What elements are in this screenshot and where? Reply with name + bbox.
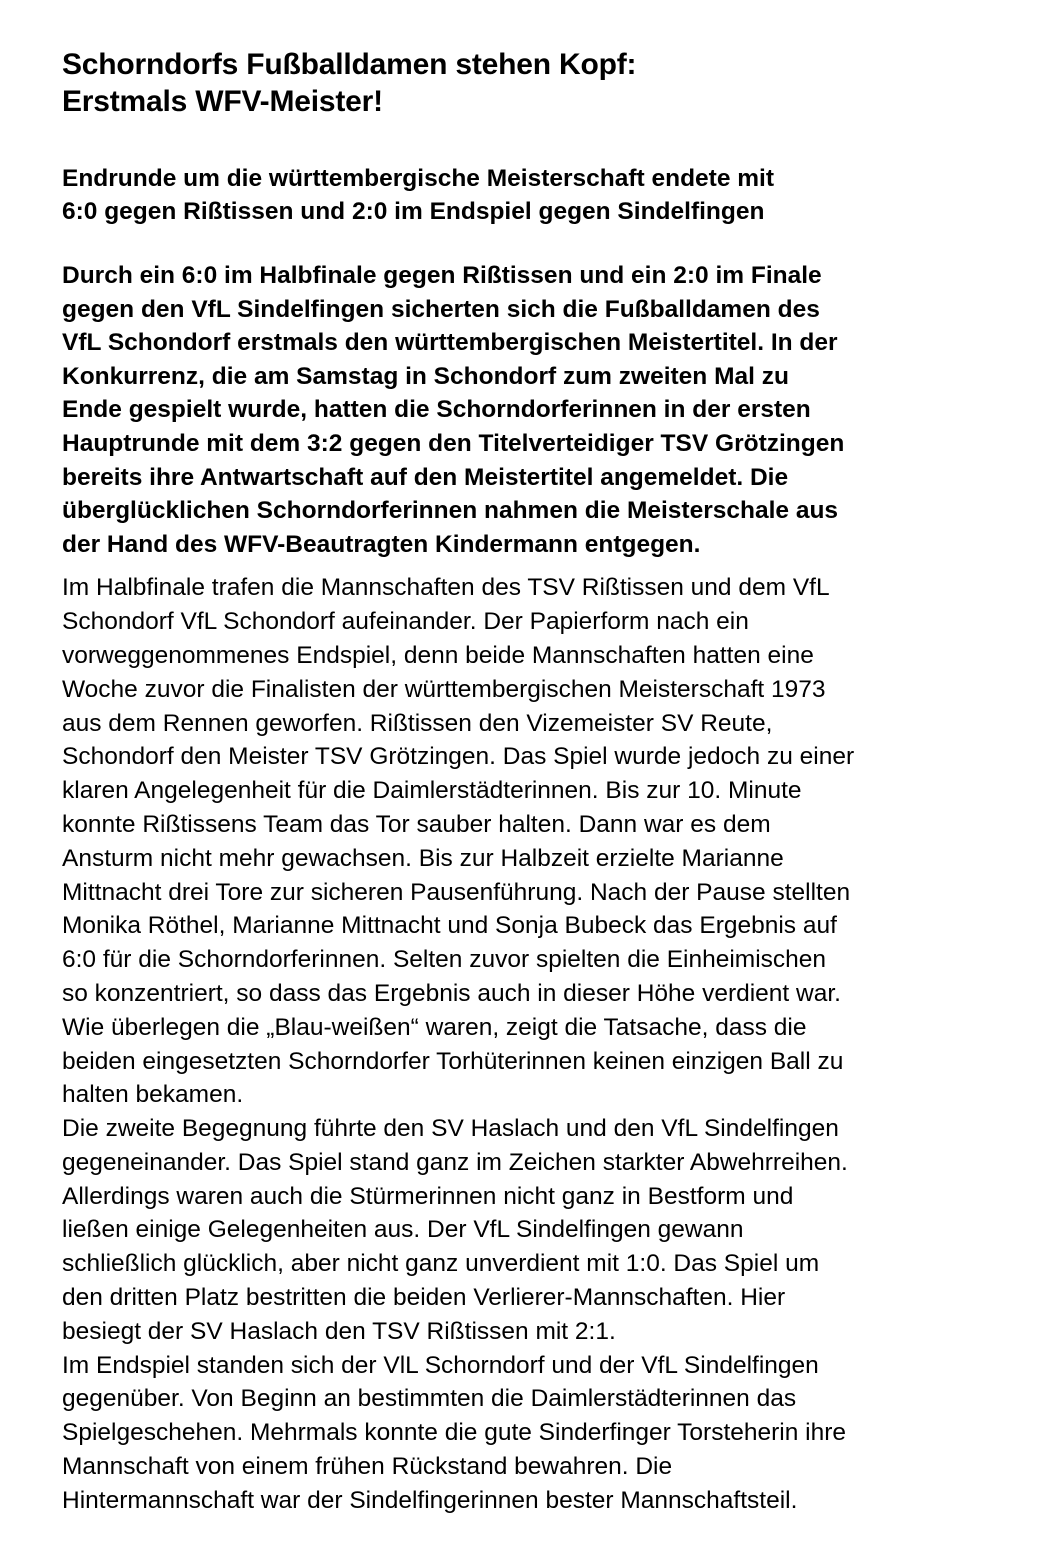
body-line: Ansturm nicht mehr gewachsen. Bis zur Halbzeit erzielte Marianne <box>62 844 784 872</box>
body-line: konnte Rißtissens Team das Tor sauber halten. Dann war es dem <box>62 810 771 838</box>
body-line: 6:0 für die Schorndorferinnen. Selten zuvor spielten die Einheimischen <box>62 946 827 974</box>
lead-line: überglücklichen Schorndorferinnen nahmen die Meisterschale aus <box>62 497 839 525</box>
body-line: Spielgeschehen. Mehrmals konnte die gute Sinderfinger Torsteherin ihre <box>62 1419 847 1447</box>
title-line: Schorndorfs Fußballdamen stehen Kopf: <box>62 48 637 81</box>
body-line: Monika Röthel, Marianne Mittnacht und Sonja Bubeck das Ergebnis auf <box>62 912 837 940</box>
lead-line: gegen den VfL Sindelfingen sicherten sich die Fußballdamen des <box>62 295 820 323</box>
lead-line: VfL Schondorf erstmals den württembergischen Meistertitel. In der <box>62 329 838 357</box>
lead-line: der Hand des WFV-Beautragten Kindermann entgegen. <box>62 530 701 558</box>
body-line: halten bekamen. <box>62 1081 244 1109</box>
lead-line: Hauptrunde mit dem 3:2 gegen den Titelverteidiger TSV Grötzingen <box>62 429 845 457</box>
body-line: aus dem Rennen geworfen. Rißtissen den Vizemeister SV Reute, <box>62 709 773 737</box>
body-line: Im Halbfinale trafen die Mannschaften des TSV Rißtissen und dem VfL <box>62 574 830 602</box>
body-line: schließlich glücklich, aber nicht ganz unverdient mit 1:0. Das Spiel um <box>62 1250 820 1278</box>
lead-line: Ende gespielt wurde, hatten die Schorndorferinnen in der ersten <box>62 396 811 424</box>
article-body <box>62 571 1012 1517</box>
body-line: Woche zuvor die Finalisten der württembergischen Meisterschaft 1973 <box>62 675 826 703</box>
subtitle-line: Endrunde um die württembergische Meisterschaft endete mit <box>62 165 775 192</box>
lead-line: Konkurrenz, die am Samstag in Schondorf zum zweiten Mal zu <box>62 362 789 390</box>
body-line: beiden eingesetzten Schorndorfer Torhüterinnen keinen einzigen Ball zu <box>62 1047 844 1075</box>
body-line: Die zweite Begegnung führte den SV Haslach und den VfL Sindelfingen <box>62 1115 839 1143</box>
body-line: gegenüber. Von Beginn an bestimmten die Daimlerstädterinnen das <box>62 1385 797 1413</box>
body-line: Hintermannschaft war der Sindelfingerinnen bester Mannschaftsteil. <box>62 1486 798 1514</box>
body-line: Mittnacht drei Tore zur sicheren Pausenführung. Nach der Pause stellten <box>62 878 851 906</box>
body-line: Schondorf VfL Schondorf aufeinander. Der Papierform nach ein <box>62 608 749 636</box>
body-line: den dritten Platz bestritten die beiden Verlierer-Mannschaften. Hier <box>62 1284 786 1312</box>
title-line: Erstmals WFV-Meister! <box>62 85 383 118</box>
body-line: klaren Angelegenheit für die Daimlerstädterinnen. Bis zur 10. Minute <box>62 777 802 805</box>
article-lead <box>62 259 1012 561</box>
body-line: Im Endspiel standen sich der VlL Schorndorf und der VfL Sindelfingen <box>62 1351 819 1379</box>
body-line: so konzentriert, so dass das Ergebnis auch in dieser Höhe verdient war. <box>62 979 841 1007</box>
body-line: Wie überlegen die „Blau-weißen“ waren, zeigt die Tatsache, dass die <box>62 1013 807 1041</box>
article-subtitle <box>62 162 1012 228</box>
body-line: Allerdings waren auch die Stürmerinnen nicht ganz in Bestform und <box>62 1182 794 1210</box>
article <box>62 46 1012 1518</box>
body-line: gegeneinander. Das Spiel stand ganz im Zeichen starkter Abwehrreihen. <box>62 1148 848 1176</box>
body-line: ließen einige Gelegenheiten aus. Der VfL Sindelfingen gewann <box>62 1216 744 1244</box>
body-line: Schondorf den Meister TSV Grötzingen. Das Spiel wurde jedoch zu einer <box>62 743 855 771</box>
body-line: vorweggenommenes Endspiel, denn beide Mannschaften hatten eine <box>62 641 814 669</box>
lead-line: Durch ein 6:0 im Halbfinale gegen Rißtissen und ein 2:0 im Finale <box>62 262 822 289</box>
body-line: Mannschaft von einem frühen Rückstand bewahren. Die <box>62 1453 673 1481</box>
lead-line: bereits ihre Antwartschaft auf den Meistertitel angemeldet. Die <box>62 463 789 491</box>
subtitle-line: 6:0 gegen Rißtissen und 2:0 im Endspiel gegen Sindelfingen <box>62 198 765 225</box>
body-line: besiegt der SV Haslach den TSV Rißtissen mit 2:1. <box>62 1317 616 1345</box>
article-title <box>62 46 1012 120</box>
